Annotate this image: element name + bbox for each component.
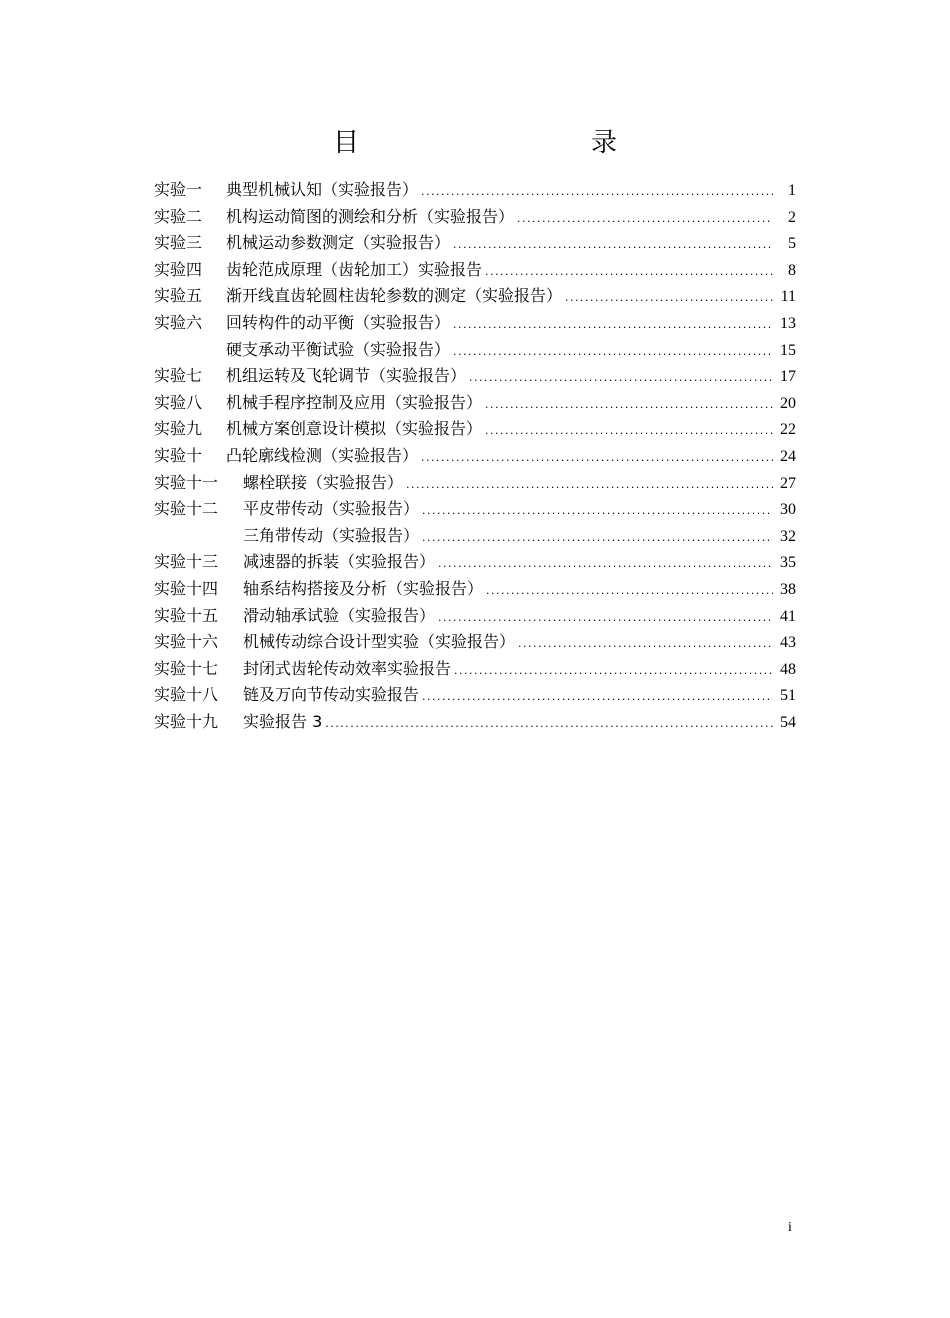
toc-entry[interactable] (154, 230, 796, 257)
dot-leader (422, 684, 773, 710)
toc-entry-title: 三角带传动（实验报告） (243, 525, 420, 545)
toc-entry-title: 渐开线直齿轮圆柱齿轮参数的测定（实验报告） (226, 286, 563, 306)
toc-entry-title: 链及万向节传动实验报告 (243, 685, 420, 705)
toc-entry-title: 机械运动参数测定（实验报告） (226, 233, 451, 253)
toc-entry-number: 实验七 (154, 366, 203, 386)
toc-entry-number: 实验十三 (154, 552, 219, 572)
toc-entry-page: 43 (780, 634, 796, 652)
toc-entry[interactable] (154, 576, 796, 603)
toc-entry-page: 1 (788, 182, 796, 199)
toc-entry-title: 减速器的拆装（实验报告） (243, 552, 436, 572)
toc-entry[interactable] (154, 257, 796, 284)
dot-leader (438, 605, 773, 631)
toc-entry-title: 机械手程序控制及应用（实验报告） (226, 392, 483, 412)
toc-entry-title: 回转构件的动平衡（实验报告） (226, 312, 451, 332)
toc-entry[interactable] (154, 283, 796, 310)
toc-entry-page: 38 (780, 580, 796, 598)
toc-entry[interactable] (154, 496, 796, 523)
toc-entry-title: 齿轮范成原理（齿轮加工）实验报告 (226, 259, 483, 279)
toc-entry-title: 机械传动综合设计型实验（实验报告） (243, 632, 516, 652)
dot-leader (406, 472, 773, 498)
toc-entry[interactable] (154, 416, 796, 443)
toc-entry-page: 30 (780, 501, 796, 519)
dot-leader (454, 658, 773, 684)
toc-entry[interactable] (154, 443, 796, 470)
toc-entry-number: 实验十九 (154, 711, 219, 731)
dot-leader (422, 525, 773, 551)
toc-entry[interactable] (154, 709, 796, 736)
toc-entry-number: 实验十 (154, 445, 203, 465)
toc-entry[interactable] (154, 310, 796, 337)
dot-leader (486, 578, 773, 604)
toc-entry-title: 滑动轴承试验（实验报告） (243, 605, 436, 625)
toc-entry-title: 典型机械认知（实验报告） (226, 180, 419, 199)
page-number: i (788, 1220, 792, 1235)
dot-leader (485, 392, 773, 418)
toc-entry-page: 11 (780, 288, 796, 306)
toc-entry[interactable] (154, 656, 796, 683)
dot-leader (421, 445, 773, 471)
toc-entry-number: 实验十五 (154, 605, 219, 625)
toc-entry-page: 41 (780, 607, 796, 625)
toc-entry-page: 35 (780, 554, 796, 572)
dot-leader (565, 285, 773, 311)
dot-leader (325, 711, 773, 737)
toc-entry-number: 实验二 (154, 206, 203, 226)
page-title: 目 录 (332, 128, 677, 158)
toc-entry-number: 实验十七 (154, 658, 219, 678)
toc-entry-page: 54 (780, 713, 796, 731)
toc-entry[interactable] (154, 629, 796, 656)
dot-leader (453, 232, 773, 258)
toc-entry-title: 平皮带传动（实验报告） (243, 499, 420, 519)
toc-entry-number: 实验九 (154, 419, 203, 439)
toc-entry[interactable] (154, 549, 796, 576)
toc-entry-page: 2 (788, 208, 796, 226)
toc-entry[interactable] (154, 523, 796, 550)
toc-entry-page: 22 (780, 421, 796, 439)
toc-entry[interactable] (154, 470, 796, 497)
toc-entry-title: 机组运转及飞轮调节（实验报告） (226, 366, 467, 386)
dot-leader (485, 259, 773, 285)
toc-entry-title: 封闭式齿轮传动效率实验报告 (243, 658, 452, 678)
dot-leader (421, 179, 773, 205)
toc-entry-title: 轴系结构搭接及分析（实验报告） (243, 578, 484, 598)
toc-entry-title: 凸轮廓线检测（实验报告） (226, 445, 419, 465)
toc-entry-number: 实验十六 (154, 632, 219, 652)
dot-leader (485, 418, 773, 444)
dot-leader (517, 206, 773, 232)
toc-entry-number: 实验一 (154, 180, 203, 199)
toc-entry[interactable] (154, 390, 796, 417)
toc-entry-page: 32 (780, 527, 796, 545)
toc-entry-page: 5 (788, 235, 796, 253)
toc-entry[interactable] (154, 204, 796, 231)
toc-entry-page: 13 (780, 314, 796, 332)
table-of-contents (154, 177, 796, 735)
toc-entry-number: 实验五 (154, 286, 203, 306)
dot-leader (453, 312, 773, 338)
toc-entry-page: 17 (780, 368, 796, 386)
dot-leader (469, 365, 773, 391)
toc-entry-page: 8 (788, 261, 796, 279)
toc-entry[interactable] (154, 682, 796, 709)
toc-entry-number: 实验十四 (154, 578, 219, 598)
toc-entry-page: 48 (780, 660, 796, 678)
toc-entry-number: 实验四 (154, 259, 203, 279)
toc-entry[interactable] (154, 337, 796, 364)
toc-entry-title: 机械方案创意设计模拟（实验报告） (226, 419, 483, 439)
toc-entry-title: 机构运动简图的测绘和分析（实验报告） (226, 206, 515, 226)
dot-leader (438, 551, 773, 577)
toc-entry-number: 实验三 (154, 233, 203, 253)
toc-entry-number: 实验八 (154, 392, 203, 412)
dot-leader (422, 498, 773, 524)
toc-entry-title: 硬支承动平衡试验（实验报告） (226, 339, 451, 359)
toc-entry[interactable] (154, 177, 796, 204)
toc-entry-number: 实验十八 (154, 685, 219, 705)
toc-entry-number: 实验十二 (154, 499, 219, 519)
toc-entry-number: 实验六 (154, 312, 203, 332)
toc-entry-number: 实验十一 (154, 472, 219, 492)
toc-entry-title: 螺栓联接（实验报告） (243, 472, 404, 492)
toc-entry-page: 51 (780, 687, 796, 705)
toc-entry[interactable] (154, 603, 796, 630)
dot-leader (453, 339, 773, 365)
toc-entry-page: 27 (780, 474, 796, 492)
toc-entry-page: 15 (780, 341, 796, 359)
dot-leader (518, 631, 773, 657)
toc-entry[interactable] (154, 363, 796, 390)
toc-entry-title: 实验报告 3 (243, 711, 323, 731)
toc-entry-page: 20 (780, 394, 796, 412)
toc-entry-page: 24 (780, 447, 796, 465)
